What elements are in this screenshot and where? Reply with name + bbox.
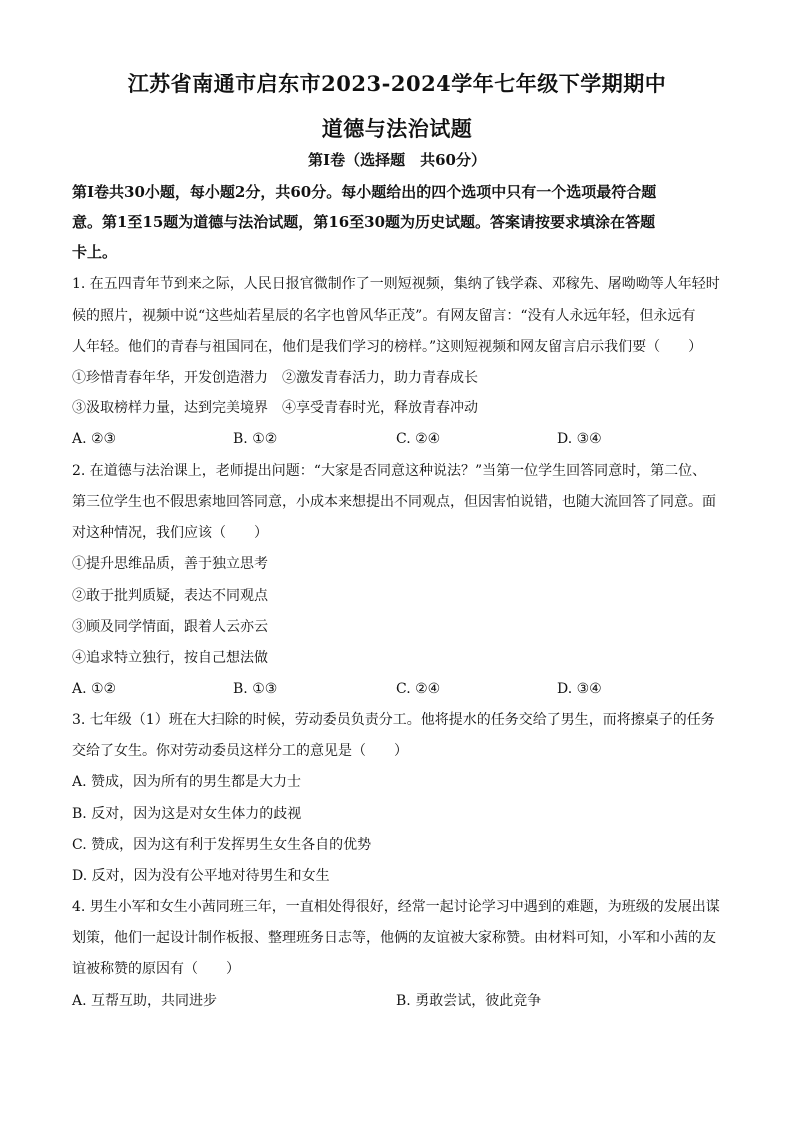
question-4-stem: 谊被称赞的原因有（ ） bbox=[72, 961, 240, 977]
question-1-stem: 候的照片，视频中说“这些灿若星辰的名字也曾风华正茂”。有网友留言：“没有人永远年轻，但永远有 bbox=[72, 308, 696, 324]
section-heading: 第Ⅰ卷（选择题 共60分） bbox=[308, 151, 486, 169]
question-4-stem: 4. 男生小军和女生小茜同班三年，一直相处得很好，经常一起讨论学习中遇到的难题，为班级的发展出谋 bbox=[72, 899, 720, 915]
question-2-stem: 第三位学生也不假思索地回答同意，小成本来想提出不同观点，但因害怕说错，也随大流回答了同意。面 bbox=[72, 494, 716, 510]
question-1-option-b[interactable]: B. ①② bbox=[233, 431, 278, 447]
exam-subject-title: 道德与法治试题 bbox=[321, 116, 473, 141]
question-4-stem: 划策，他们一起设计制作板报、整理班务日志等，他俩的友谊被大家称赞。由材料可知，小军和小茜的友 bbox=[72, 930, 716, 946]
question-3-stem: 3. 七年级（1）班在大扫除的时候，劳动委员负责分工。他将提水的任务交给了男生，而将擦桌子的任务 bbox=[72, 712, 715, 728]
question-2-option-a[interactable]: A. ①② bbox=[72, 681, 117, 697]
question-3-option-a[interactable]: A. 赞成，因为所有的男生都是大力士 bbox=[72, 774, 302, 790]
question-1-statement: ③汲取榜样力量，达到完美境界 ④享受青春时光，释放青春冲动 bbox=[72, 400, 478, 416]
question-2-statement: ④追求特立独行，按自己想法做 bbox=[72, 650, 268, 666]
instruction-line: 意。第1至15题为道德与法治试题，第16至30题为历史试题。答案请按要求填涂在答题 bbox=[72, 213, 656, 231]
question-2-stem: 2. 在道德与法治课上，老师提出问题：“大家是否同意这种说法？”当第一位学生回答同意时，第二位、 bbox=[72, 463, 707, 479]
question-2-stem: 对这种情况，我们应该（ ） bbox=[72, 525, 268, 541]
question-1-option-d[interactable]: D. ③④ bbox=[557, 431, 602, 447]
question-1-stem: 人年轻。他们的青春与祖国同在，他们是我们学习的榜样。”这则短视频和网友留言启示我们要（ ） bbox=[72, 339, 703, 355]
question-2-statement: ①提升思维品质，善于独立思考 bbox=[72, 556, 268, 572]
question-2-option-b[interactable]: B. ①③ bbox=[233, 681, 278, 697]
question-3-option-d[interactable]: D. 反对，因为没有公平地对待男生和女生 bbox=[72, 868, 330, 884]
question-2-statement: ②敢于批判质疑，表达不同观点 bbox=[72, 588, 268, 604]
exam-title: 江苏省南通市启东市2023-2024学年七年级下学期期中 bbox=[127, 71, 667, 96]
question-2-option-c[interactable]: C. ②④ bbox=[396, 681, 441, 697]
instruction-line: 第Ⅰ卷共30小题，每小题2分，共60分。每小题给出的四个选项中只有一个选项最符合题 bbox=[72, 183, 657, 201]
question-3-option-c[interactable]: C. 赞成，因为这有利于发挥男生女生各自的优势 bbox=[72, 837, 372, 853]
question-1-statement: ①珍惜青春年华，开发创造潜力 ②激发青春活力，助力青春成长 bbox=[72, 370, 478, 386]
question-3-stem: 交给了女生。你对劳动委员这样分工的意见是（ ） bbox=[72, 743, 408, 759]
instruction-line: 卡上。 bbox=[72, 243, 118, 261]
question-2-option-d[interactable]: D. ③④ bbox=[557, 681, 602, 697]
question-1-option-a[interactable]: A. ②③ bbox=[72, 431, 117, 447]
question-2-statement: ③顾及同学情面，跟着人云亦云 bbox=[72, 619, 268, 635]
question-1-option-c[interactable]: C. ②④ bbox=[396, 431, 441, 447]
question-3-option-b[interactable]: B. 反对，因为这是对女生体力的歧视 bbox=[72, 806, 302, 822]
question-4-option-a[interactable]: A. 互帮互助，共同进步 bbox=[72, 993, 218, 1009]
question-1-stem: 1. 在五四青年节到来之际，人民日报官微制作了一则短视频，集纳了钱学森、邓稼先、屠呦呦等人年轻时 bbox=[72, 276, 720, 292]
question-4-option-b[interactable]: B. 勇敢尝试，彼此竞争 bbox=[396, 993, 542, 1009]
